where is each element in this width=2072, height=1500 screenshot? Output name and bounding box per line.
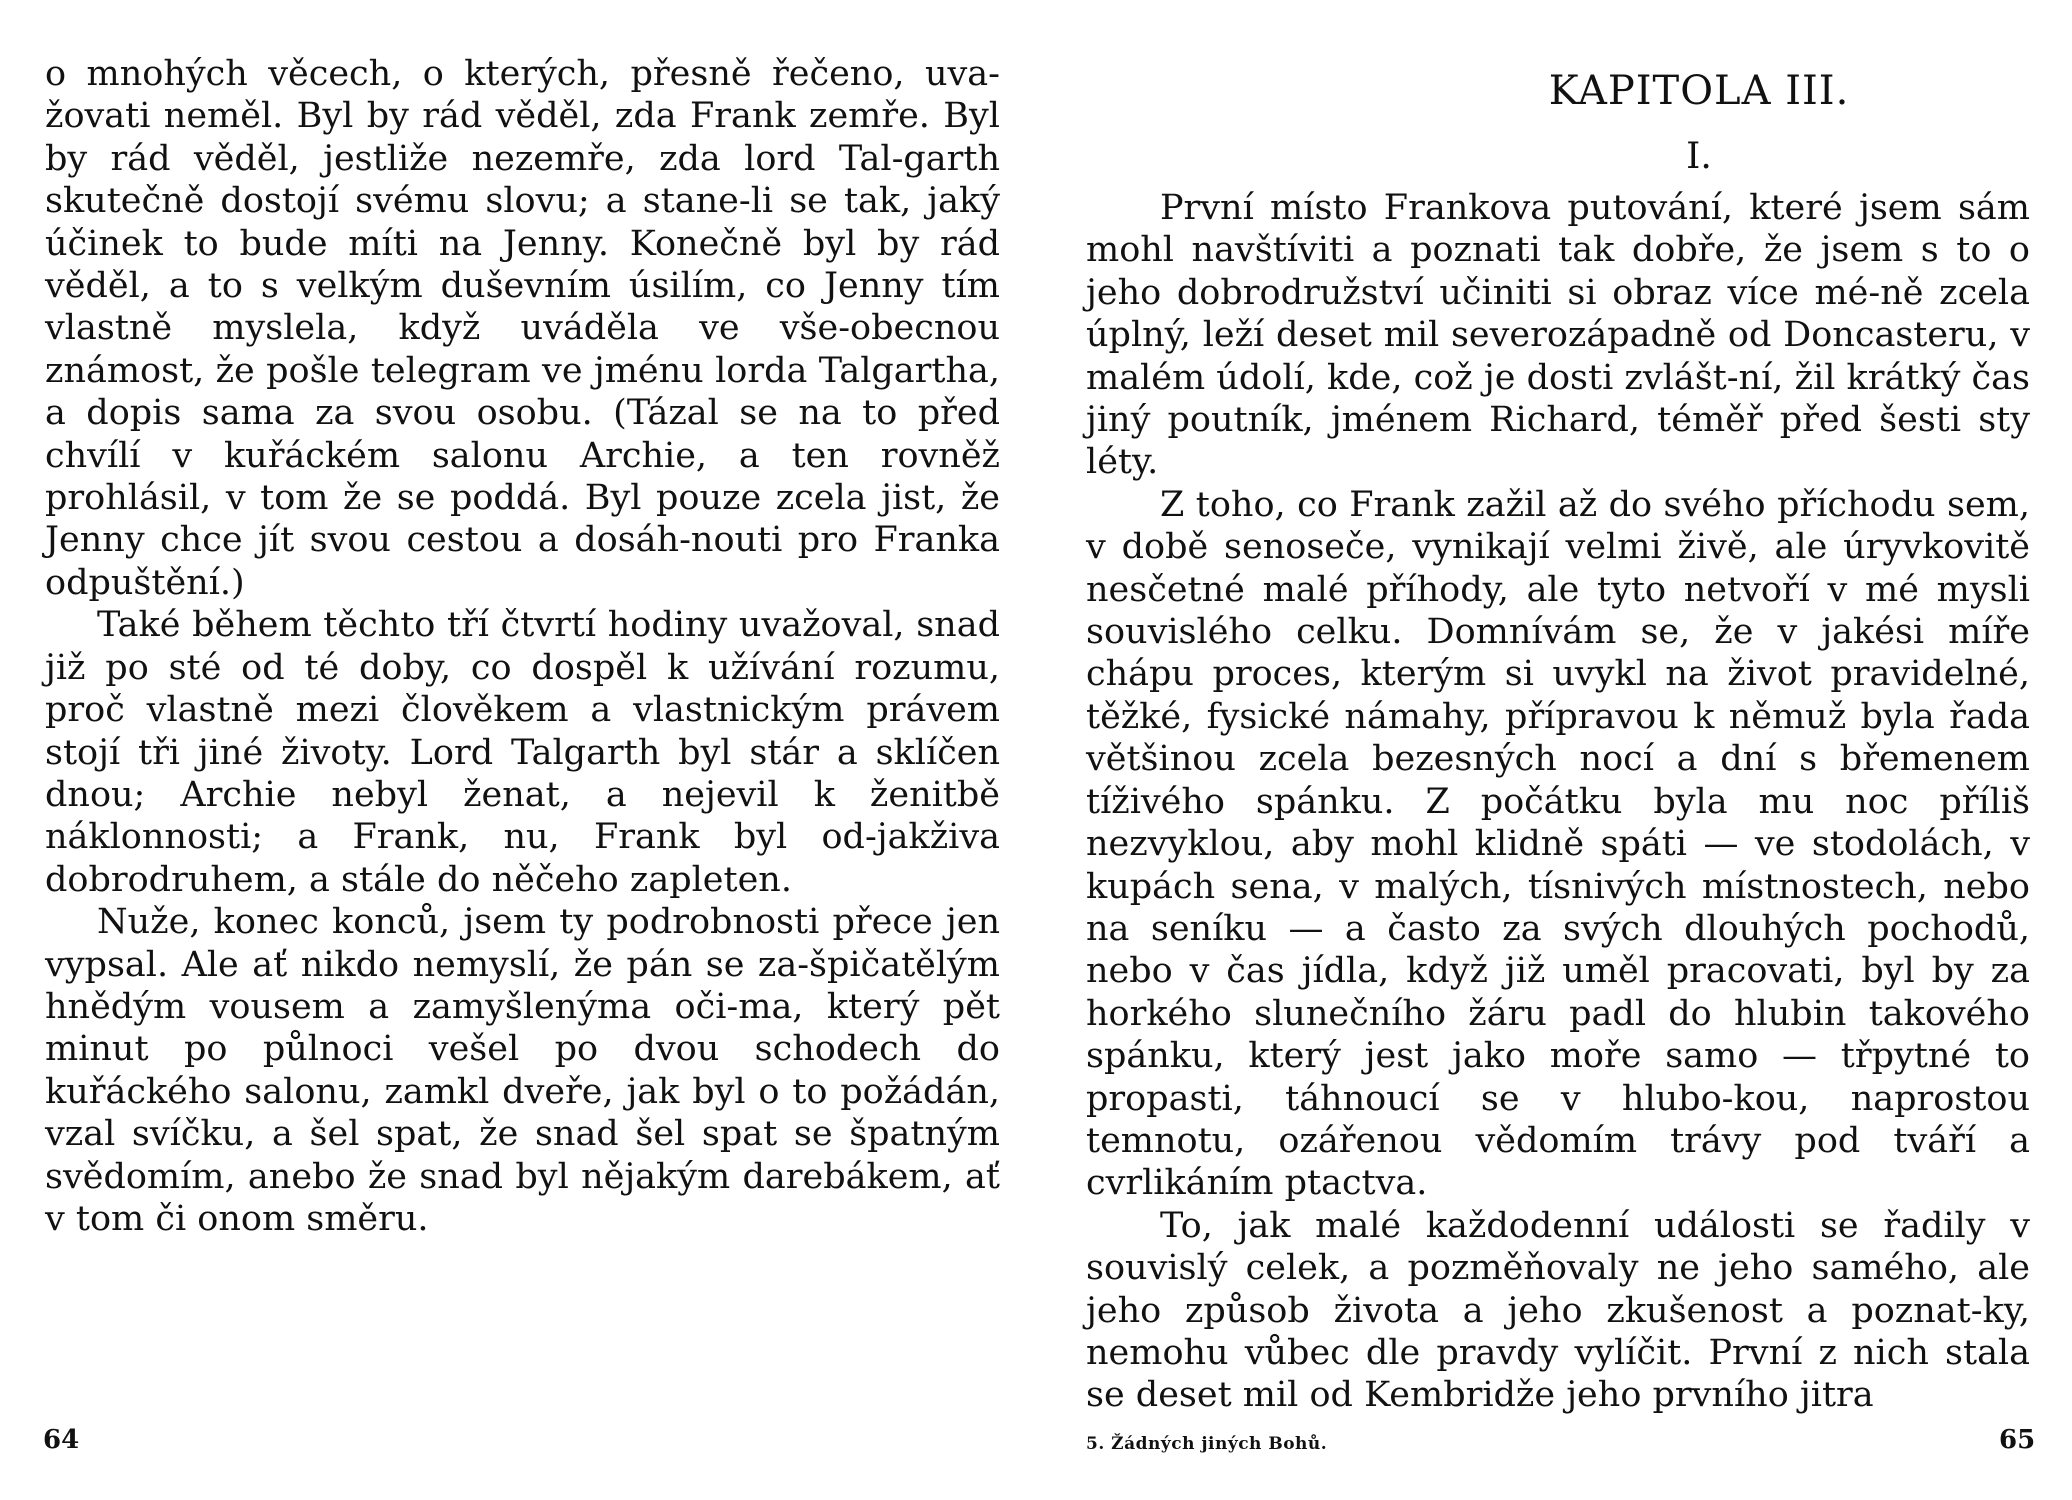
left-paragraph-2: Také během těchto tří čtvrtí hodiny uvažoval, snad již po sté od té doby, co dospěl k užívání rozumu, proč vlastně mezi člověkem a vlastnickým právem stojí tři jiné životy. Lord Talgarth byl stár a sklíčen dnou; Archie nebyl ženat, a nejevil k ženitbě náklonnosti; a Frank, nu, Frank byl od-jakživa dobrodruhem, a stále do něčeho zapleten. xyxy=(45,605,1000,900)
left-page-number: 64 xyxy=(43,1425,80,1455)
chapter-title xyxy=(1036,67,2072,115)
right-paragraph-1: První místo Frankova putování, které jsem sám mohl navštíviti a poznati tak dobře, že jsem s to o jeho dobrodružství učiniti si obraz více mé-ně zcela úplný, leží deset mil severozápadně od Doncasteru, v malém údolí, kde, což je dosti zvlášt-ní, žil krátký čas jiný poutník, jménem Richard, téměř před šesti sty léty. xyxy=(1086,188,2030,483)
signature-mark: 5. Žádných jiných Bohů. xyxy=(1086,1434,1328,1454)
left-paragraph-1: o mnohých věcech, o kterých, přesně řečeno, uva-žovati neměl. Byl by rád věděl, zda Frank zemře. Byl by rád věděl, jestliže nezemře, zda lord Tal-garth skutečně dostojí svému slovu; a stane-li se tak, jaký účinek to bude míti na Jenny. Konečně byl by rád věděl, a to s velkým duševním úsilím, co Jenny tím vlastně myslela, když uváděla ve vše-obecnou známost, že pošle telegram ve jménu lorda Talgartha, a dopis sama za svou osobu. (Tázal se na to před chvílí v kuřáckém salonu Archie, a ten rovněž prohlásil, v tom že se poddá. Byl pouze zcela jist, že Jenny chce jít svou cestou a dosáh-nouti pro Franka odpuštění.) xyxy=(45,54,1000,603)
section-title-text: I. xyxy=(1686,136,1712,177)
chapter-title-text: KAPITOLA III. xyxy=(1548,68,1850,114)
right-paragraph-3: To, jak malé každodenní události se řadily v souvislý celek, a pozměňovaly ne jeho samého, ale jeho způsob života a jeho zkušenost a poznat-ky, nemohu vůbec dle pravdy vylíčit. První z nich stala se deset mil od Kembridže jeho prvního jitra xyxy=(1086,1205,2030,1416)
left-page-text xyxy=(45,53,1000,1240)
left-paragraph-3: Nuže, konec konců, jsem ty podrobnosti přece jen vypsal. Ale ať nikdo nemyslí, že pán se za-špičatělým hnědým vousem a zamyšlenýma oči-ma, který pět minut po půlnoci vešel po dvou schodech do kuřáckého salonu, zamkl dveře, jak byl o to požádán, vzal svíčku, a šel spat, že snad šel spat se špatným svědomím, anebo že snad byl nějakým darebákem, ať v tom či onom směru. xyxy=(45,902,1000,1239)
right-page xyxy=(1036,0,2072,1500)
book-gutter xyxy=(1035,0,1037,1500)
right-page-number: 65 xyxy=(1999,1425,2036,1455)
right-page-text xyxy=(1086,187,2030,1417)
right-paragraph-2: Z toho, co Frank zažil až do svého příchodu sem, v době senoseče, vynikají velmi živě, ale úryvkovitě nesčetné malé příhody, ale tyto netvoří v mé mysli souvislého celku. Domnívám se, že v jakési míře chápu proces, kterým si uvykl na život pravidelné, těžké, fysické námahy, přípravou k němuž byla řada většinou zcela bezesných nocí a dní s břemenem tíživého spánku. Z počátku byla mu noc příliš nezvyklou, aby mohl klidně spáti — ve stodolách, v kupách sena, v malých, tísnivých místnostech, nebo na seníku — a často za svých dlouhých pochodů, nebo v čas jídla, když již uměl pracovati, byl by za horkého slunečního žáru padl do hlubin takového spánku, který jest jako moře samo — třpytné to propasti, táhnoucí se v hlubo-kou, naprostou temnotu, ozářenou vědomím trávy pod tváří a cvrlikáním ptactva. xyxy=(1086,484,2030,1204)
section-title xyxy=(1036,135,2072,179)
